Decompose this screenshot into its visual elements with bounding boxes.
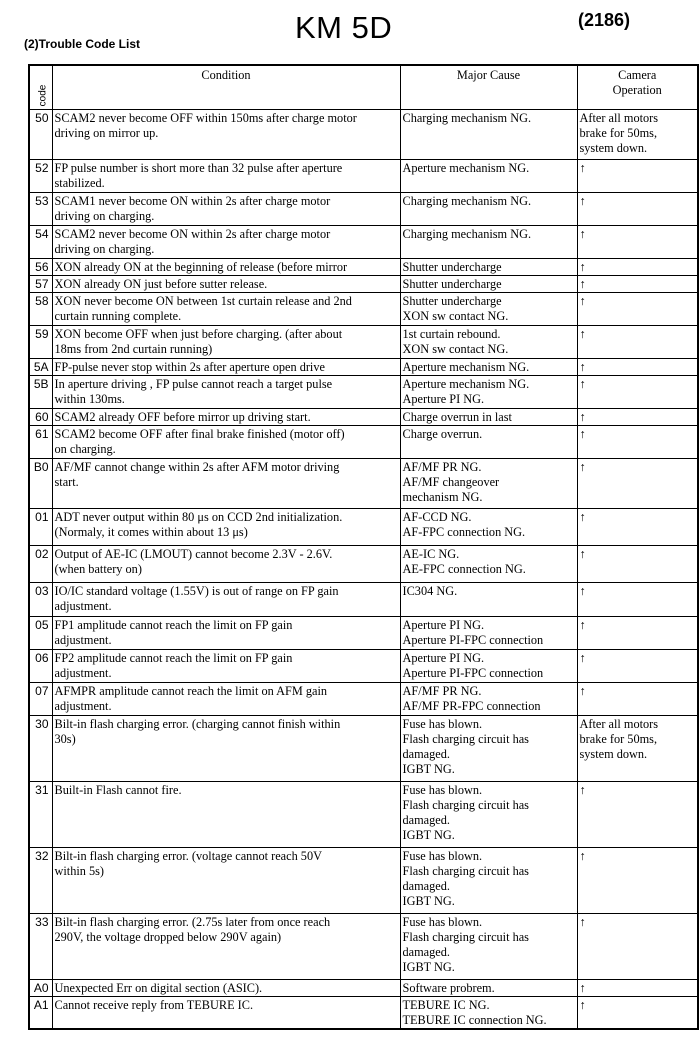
table-row — [29, 682, 698, 715]
condition-cell: FP2 amplitude cannot reach the limit on FP gain adjustment. — [52, 649, 400, 682]
table-row — [29, 847, 698, 913]
table-row — [29, 159, 698, 192]
major-cause-cell: Charging mechanism NG. — [400, 109, 577, 159]
error-code: 61 — [29, 425, 52, 458]
camera-operation-cell: ↑ — [577, 358, 698, 375]
error-code: 59 — [29, 325, 52, 358]
table-row — [29, 781, 698, 847]
major-cause-cell: Shutter undercharge — [400, 258, 577, 275]
camera-operation-cell: ↑ — [577, 425, 698, 458]
table-row — [29, 275, 698, 292]
error-code: 05 — [29, 616, 52, 649]
major-cause-cell: 1st curtain rebound. XON sw contact NG. — [400, 325, 577, 358]
table-row — [29, 616, 698, 649]
major-cause-cell: Charging mechanism NG. — [400, 225, 577, 258]
error-code: A0 — [29, 979, 52, 996]
camera-operation-cell: ↑ — [577, 582, 698, 616]
camera-operation-cell: ↑ — [577, 913, 698, 979]
error-code: 60 — [29, 408, 52, 425]
table-row — [29, 292, 698, 325]
table-row — [29, 649, 698, 682]
major-cause-cell: Shutter undercharge XON sw contact NG. — [400, 292, 577, 325]
major-cause-cell: AF-CCD NG. AF-FPC connection NG. — [400, 508, 577, 545]
operation-column-header: Camera Operation — [577, 65, 698, 109]
error-code: 53 — [29, 192, 52, 225]
error-code: 07 — [29, 682, 52, 715]
error-code: 58 — [29, 292, 52, 325]
camera-operation-cell: ↑ — [577, 616, 698, 649]
major-cause-cell: AF/MF PR NG. AF/MF PR-FPC connection — [400, 682, 577, 715]
camera-operation-cell: ↑ — [577, 408, 698, 425]
table-row — [29, 715, 698, 781]
camera-operation-cell: ↑ — [577, 325, 698, 358]
table-row — [29, 458, 698, 508]
table-row — [29, 582, 698, 616]
error-code: B0 — [29, 458, 52, 508]
page-number: (2186) — [578, 10, 631, 30]
table-row — [29, 408, 698, 425]
major-cause-cell: Aperture PI NG. Aperture PI-FPC connection — [400, 649, 577, 682]
error-code: 30 — [29, 715, 52, 781]
cause-column-header: Major Cause — [400, 65, 577, 109]
condition-cell: SCAM2 become OFF after final brake finished (motor off) on charging. — [52, 425, 400, 458]
condition-cell: XON become OFF when just before charging. (after about 18ms from 2nd curtain running) — [52, 325, 400, 358]
camera-operation-cell: ↑ — [577, 682, 698, 715]
condition-cell: SCAM2 already OFF before mirror up driving start. — [52, 408, 400, 425]
major-cause-cell: Fuse has blown. Flash charging circuit has damaged. IGBT NG. — [400, 781, 577, 847]
condition-cell: ADT never output within 80 μs on CCD 2nd initialization. (Normaly, it comes within about 13 μs) — [52, 508, 400, 545]
error-code: 31 — [29, 781, 52, 847]
table-row — [29, 358, 698, 375]
major-cause-cell: Aperture mechanism NG. — [400, 159, 577, 192]
document-title: KM 5D — [295, 10, 393, 45]
table-row — [29, 375, 698, 408]
condition-cell: Unexpected Err on digital section (ASIC). — [52, 979, 400, 996]
table-header-row — [29, 65, 698, 109]
condition-cell: Bilt-in flash charging error. (2.75s later from once reach 290V, the voltage dropped below 290V again) — [52, 913, 400, 979]
condition-cell: Output of AE-IC (LMOUT) cannot become 2.3V - 2.6V. (when battery on) — [52, 545, 400, 582]
error-code: 02 — [29, 545, 52, 582]
error-code: 32 — [29, 847, 52, 913]
table-row — [29, 425, 698, 458]
error-code: 33 — [29, 913, 52, 979]
table-row — [29, 545, 698, 582]
major-cause-cell: Charging mechanism NG. — [400, 192, 577, 225]
camera-operation-cell: ↑ — [577, 192, 698, 225]
camera-operation-cell: ↑ — [577, 292, 698, 325]
major-cause-cell: Charge overrun in last — [400, 408, 577, 425]
condition-cell: In aperture driving , FP pulse cannot reach a target pulse within 130ms. — [52, 375, 400, 408]
camera-operation-cell: ↑ — [577, 847, 698, 913]
major-cause-cell: Aperture mechanism NG. — [400, 358, 577, 375]
camera-operation-cell: ↑ — [577, 225, 698, 258]
error-code: 01 — [29, 508, 52, 545]
condition-cell: Cannot receive reply from TEBURE IC. — [52, 996, 400, 1029]
condition-cell: XON never become ON between 1st curtain release and 2nd curtain running complete. — [52, 292, 400, 325]
error-code: 03 — [29, 582, 52, 616]
table-row — [29, 913, 698, 979]
camera-operation-cell: ↑ — [577, 275, 698, 292]
camera-operation-cell: ↑ — [577, 996, 698, 1029]
major-cause-cell: TEBURE IC NG. TEBURE IC connection NG. — [400, 996, 577, 1029]
condition-cell: XON already ON just before sutter release. — [52, 275, 400, 292]
error-code: 56 — [29, 258, 52, 275]
major-cause-cell: AE-IC NG. AE-FPC connection NG. — [400, 545, 577, 582]
error-code: 52 — [29, 159, 52, 192]
error-code: 5B — [29, 375, 52, 408]
camera-operation-cell: ↑ — [577, 159, 698, 192]
major-cause-cell: Charge overrun. — [400, 425, 577, 458]
camera-operation-cell: ↑ — [577, 781, 698, 847]
table-row — [29, 996, 698, 1029]
condition-cell: Bilt-in flash charging error. (charging cannot finish within 30s) — [52, 715, 400, 781]
error-code: 54 — [29, 225, 52, 258]
error-code: A1 — [29, 996, 52, 1029]
error-code: 06 — [29, 649, 52, 682]
condition-cell: XON already ON at the beginning of release (before mirror — [52, 258, 400, 275]
camera-operation-cell: ↑ — [577, 979, 698, 996]
table-row — [29, 508, 698, 545]
major-cause-cell: Aperture PI NG. Aperture PI-FPC connection — [400, 616, 577, 649]
table-row — [29, 258, 698, 275]
major-cause-cell: IC304 NG. — [400, 582, 577, 616]
major-cause-cell: Fuse has blown. Flash charging circuit has damaged. IGBT NG. — [400, 847, 577, 913]
major-cause-cell: AF/MF PR NG. AF/MF changeover mechanism NG. — [400, 458, 577, 508]
condition-cell: SCAM2 never become ON within 2s after charge motor driving on charging. — [52, 225, 400, 258]
trouble-code-table — [28, 64, 699, 1030]
camera-operation-cell: ↑ — [577, 649, 698, 682]
camera-operation-cell: ↑ — [577, 458, 698, 508]
table-row — [29, 325, 698, 358]
table-row — [29, 979, 698, 996]
condition-cell: Built-in Flash cannot fire. — [52, 781, 400, 847]
table-row — [29, 192, 698, 225]
table-row — [29, 109, 698, 159]
camera-operation-cell: ↑ — [577, 508, 698, 545]
major-cause-cell: Software probrem. — [400, 979, 577, 996]
condition-cell: SCAM1 never become ON within 2s after charge motor driving on charging. — [52, 192, 400, 225]
camera-operation-cell: After all motors brake for 50ms, system down. — [577, 715, 698, 781]
condition-cell: AF/MF cannot change within 2s after AFM motor driving start. — [52, 458, 400, 508]
condition-column-header: Condition — [52, 65, 400, 109]
code-column-header: code — [29, 65, 52, 109]
camera-operation-cell: ↑ — [577, 375, 698, 408]
major-cause-cell: Fuse has blown. Flash charging circuit has damaged. IGBT NG. — [400, 913, 577, 979]
condition-cell: SCAM2 never become OFF within 150ms after charge motor driving on mirror up. — [52, 109, 400, 159]
error-code: 57 — [29, 275, 52, 292]
major-cause-cell: Fuse has blown. Flash charging circuit has damaged. IGBT NG. — [400, 715, 577, 781]
condition-cell: Bilt-in flash charging error. (voltage cannot reach 50V within 5s) — [52, 847, 400, 913]
camera-operation-cell: ↑ — [577, 258, 698, 275]
condition-cell: FP-pulse never stop within 2s after aperture open drive — [52, 358, 400, 375]
major-cause-cell: Aperture mechanism NG. Aperture PI NG. — [400, 375, 577, 408]
section-subtitle: (2)Trouble Code List — [24, 37, 141, 51]
error-code: 5A — [29, 358, 52, 375]
camera-operation-cell: ↑ — [577, 545, 698, 582]
major-cause-cell: Shutter undercharge — [400, 275, 577, 292]
camera-operation-cell: After all motors brake for 50ms, system down. — [577, 109, 698, 159]
condition-cell: FP1 amplitude cannot reach the limit on FP gain adjustment. — [52, 616, 400, 649]
table-row — [29, 225, 698, 258]
condition-cell: FP pulse number is short more than 32 pulse after aperture stabilized. — [52, 159, 400, 192]
error-code: 50 — [29, 109, 52, 159]
condition-cell: IO/IC standard voltage (1.55V) is out of range on FP gain adjustment. — [52, 582, 400, 616]
condition-cell: AFMPR amplitude cannot reach the limit on AFM gain adjustment. — [52, 682, 400, 715]
